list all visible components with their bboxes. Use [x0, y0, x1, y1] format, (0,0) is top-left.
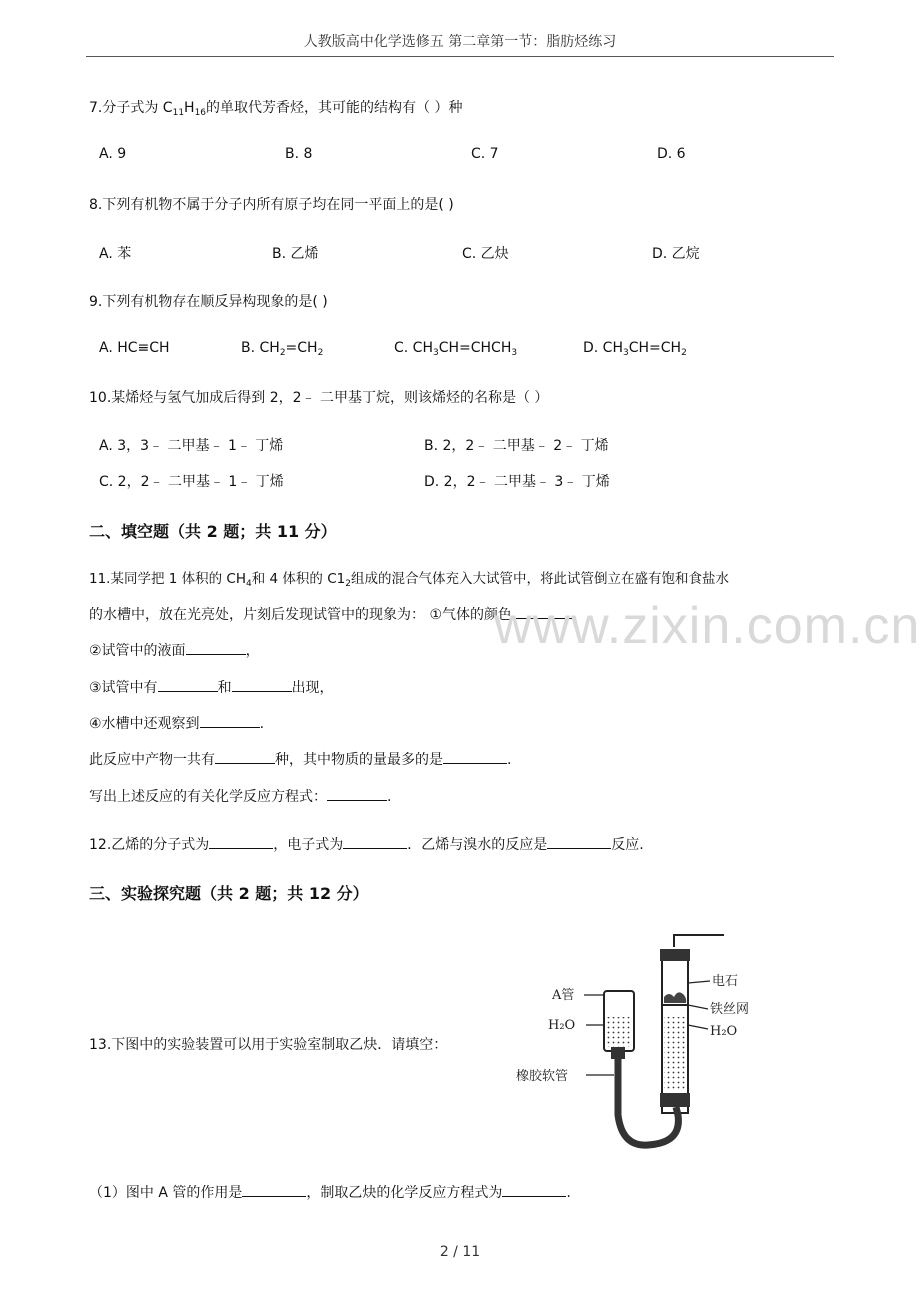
q12-a: 12.乙烯的分子式为 — [89, 837, 210, 853]
q9-b-sub2: 2 — [317, 348, 324, 358]
label-wire-mesh: 铁丝网 — [710, 1002, 750, 1017]
q13-1-b: ，制取乙炔的化学反应方程式为 — [306, 1185, 503, 1201]
section-2-title: 二、填空题（共 2 题；共 11 分） — [89, 522, 337, 541]
question-13: 13.下图中的实验装置可以用于实验室制取乙炔．请填空： — [89, 1037, 448, 1053]
water-left — [606, 1017, 632, 1047]
answer-blank[interactable] — [200, 714, 260, 728]
question-8: 8.下列有机物不属于分子内所有原子均在同一平面上的是( ) — [89, 197, 454, 213]
leader-mesh — [688, 1005, 708, 1009]
q9-d-sub1: 3 — [622, 348, 629, 358]
answer-blank[interactable] — [242, 1183, 306, 1197]
q11-l1-sub2: 2 — [345, 579, 351, 589]
q7-sub-16: 16 — [194, 108, 207, 118]
q11-l6-tail: . — [507, 752, 512, 768]
q9-option-b — [241, 340, 323, 356]
q7-option-a: A. 9 — [99, 146, 127, 162]
q7-sub-11: 11 — [172, 108, 185, 118]
q12-b: ，电子式为 — [273, 837, 344, 853]
q11-l6-text: 此反应中产物一共有 — [89, 752, 215, 768]
q11-l3-tail: ， — [245, 643, 260, 659]
question-11-line-5 — [89, 713, 264, 733]
q10-option-a: A. 3，3﹣ 二甲基﹣ 1﹣ 丁烯 — [99, 438, 284, 454]
q9-d-sub2: 2 — [681, 348, 687, 358]
answer-blank[interactable] — [547, 835, 611, 849]
q9-d-part2: CH=CH — [628, 340, 682, 356]
q11-l2-text: 的水槽中，放在光亮处，片刻后发现试管中的现象为： ①气体的颜色 — [89, 607, 512, 623]
bottom-stopper — [660, 1093, 690, 1107]
q11-l1-c: 组成的混合气体充入大试管中，将此试管倒立在盛有饱和食盐水 — [350, 571, 729, 587]
question-13-part-1 — [89, 1182, 571, 1202]
question-10: 10.某烯烃与氢气加成后得到 2，2﹣ 二甲基丁烷，则该烯烃的名称是（ ） — [89, 390, 549, 406]
top-stopper — [660, 949, 690, 961]
q9-b-part2: =CH — [285, 340, 318, 356]
q9-c-part2: CH=CHCH — [438, 340, 512, 356]
label-h2o-left: H₂O — [548, 1018, 576, 1033]
q7-post: 的单取代芳香烃，其可能的结构有（ ）种 — [206, 100, 463, 116]
q11-l5-tail: . — [259, 716, 265, 732]
q8-option-d: D. 乙烷 — [652, 246, 700, 262]
q11-l6-mid: 种，其中物质的量最多的是 — [275, 752, 443, 768]
q7-h: H — [184, 100, 195, 116]
question-11-line-4 — [89, 677, 334, 697]
page-number: 2 / 11 — [439, 1244, 481, 1260]
q10-option-c: C. 2，2﹣ 二甲基﹣ 1﹣ 丁烯 — [99, 474, 284, 490]
water-right — [664, 1017, 686, 1091]
section-3-title: 三、实验探究题（共 2 题；共 12 分） — [89, 884, 369, 903]
q11-l1-sub1: 4 — [246, 579, 252, 589]
q10-option-b: B. 2，2﹣ 二甲基﹣ 2﹣ 丁烯 — [424, 438, 609, 454]
q11-l4-tail: 出现， — [291, 680, 334, 696]
answer-blank[interactable] — [158, 678, 218, 692]
q13-1-c: . — [566, 1185, 571, 1201]
answer-blank[interactable] — [502, 1183, 566, 1197]
question-11-line-3 — [89, 640, 260, 660]
q11-l7-tail: . — [387, 789, 392, 805]
outlet-pipe — [674, 935, 724, 947]
label-carbide: 电石 — [712, 974, 739, 989]
q11-l3-text: ②试管中的液面 — [89, 643, 186, 659]
q11-l7-text: 写出上述反应的有关化学反应方程式： — [89, 789, 327, 805]
q7-option-d: D. 6 — [657, 146, 686, 162]
leader-carbide — [688, 981, 710, 983]
answer-blank[interactable] — [443, 750, 507, 764]
q9-d-part1: D. CH — [583, 340, 623, 356]
q8-option-a: A. 苯 — [99, 246, 132, 262]
label-a-tube: A管 — [552, 988, 575, 1003]
q11-l4-text: ③试管中有 — [89, 680, 158, 696]
q7-option-c: C. 7 — [471, 146, 499, 162]
q11-l1-a: 11.某同学把 1 体积的 CH — [89, 571, 247, 587]
answer-blank[interactable] — [327, 787, 387, 801]
q8-option-b: B. 乙烯 — [272, 246, 319, 262]
answer-blank[interactable] — [232, 678, 292, 692]
q10-option-d: D. 2，2﹣ 二甲基﹣ 3﹣ 丁烯 — [424, 474, 610, 490]
answer-blank[interactable] — [209, 835, 273, 849]
question-11-line-1 — [89, 567, 729, 587]
q9-option-d — [583, 340, 687, 356]
q9-c-part1: C. CH — [394, 340, 433, 356]
q9-option-c — [394, 340, 517, 356]
page-header: 人教版高中化学选修五 第二章第一节：脂肪烃练习 — [303, 34, 617, 50]
q7-option-b: B. 8 — [285, 146, 313, 162]
answer-blank[interactable] — [215, 750, 275, 764]
q11-l1-b: 和 4 体积的 C1 — [251, 571, 346, 587]
question-7 — [89, 97, 462, 117]
watermark: www.zixin.com.cn — [494, 597, 920, 655]
header-rule — [86, 56, 834, 57]
question-11-line-6 — [89, 749, 511, 769]
question-12 — [89, 834, 644, 854]
q9-b-part1: B. CH — [241, 340, 280, 356]
q11-l5-text: ④水槽中还观察到 — [89, 716, 200, 732]
acetylene-apparatus-figure — [506, 925, 786, 1155]
q9-option-a: A. HC≡CH — [99, 340, 170, 356]
question-11-line-7 — [89, 786, 391, 806]
q9-c-sub2: 3 — [511, 348, 518, 358]
answer-blank[interactable] — [343, 835, 407, 849]
q8-option-c: C. 乙炔 — [462, 246, 509, 262]
q11-l4-and: 和 — [217, 680, 232, 696]
question-9: 9.下列有机物存在顺反异构现象的是( ) — [89, 294, 328, 310]
label-rubber-hose: 橡胶软管 — [516, 1069, 569, 1084]
leader-h2o-right — [688, 1025, 708, 1029]
a-tube-stopper — [611, 1047, 625, 1059]
answer-blank[interactable] — [186, 641, 246, 655]
q9-c-sub1: 3 — [432, 348, 439, 358]
label-h2o-right: H₂O — [710, 1024, 738, 1039]
q7-pre: 7.分子式为 C — [89, 100, 173, 116]
q9-b-sub1: 2 — [279, 348, 286, 358]
q12-c: ．乙烯与溴水的反应是 — [407, 837, 548, 853]
q13-1-a: （1）图中 A 管的作用是 — [89, 1185, 243, 1201]
q12-d: 反应. — [611, 837, 644, 853]
